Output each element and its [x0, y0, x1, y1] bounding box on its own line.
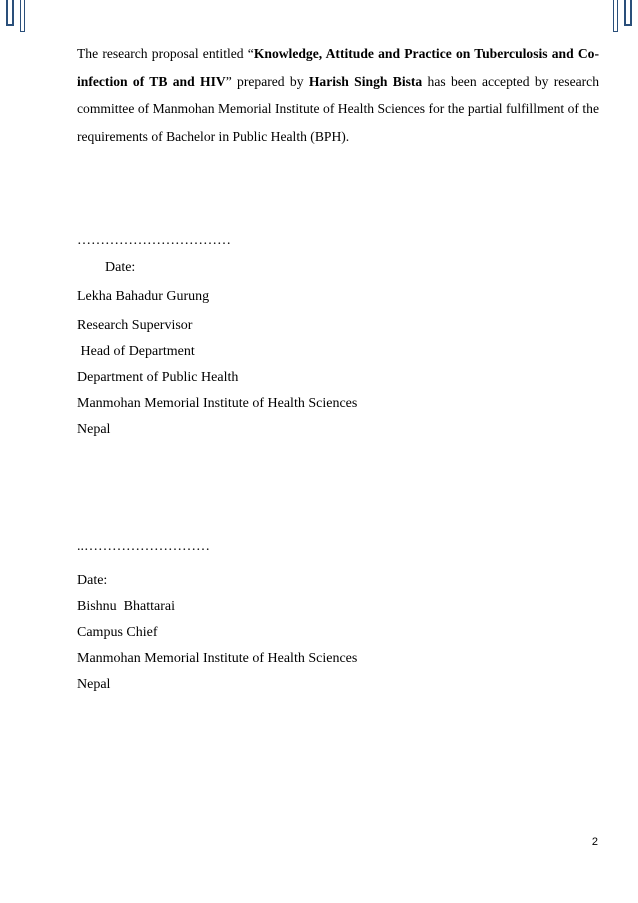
author-name: Harish Singh Bista: [308, 73, 423, 89]
signatory1-institute: Manmohan Memorial Institute of Health Sciences: [77, 396, 358, 411]
approval-text-2: ” prepared by: [225, 73, 309, 89]
signatory1-role: Research Supervisor: [77, 318, 193, 333]
approval-paragraph: [77, 40, 599, 150]
approval-text-1: The research proposal entitled “: [77, 46, 254, 61]
signatory2-date: Date:: [77, 573, 108, 588]
signature-line-2: ..………………………: [77, 539, 210, 554]
page-border-right-ornament: [624, 0, 632, 26]
signatory1-name: Lekha Bahadur Gurung: [77, 289, 210, 304]
proposal-title: Knowledge, Attitude and Practice on Tuberculosis and Co-infection of TB and HIV: [77, 46, 600, 89]
signatory1-date: Date:: [77, 260, 136, 275]
signature-line-1: ……………………………: [77, 233, 231, 248]
page-number: 2: [591, 836, 598, 848]
signatory1-country: Nepal: [77, 422, 111, 437]
signatory2-institute: Manmohan Memorial Institute of Health Sciences: [77, 651, 358, 666]
signatory2-country: Nepal: [77, 677, 111, 692]
signatory1-department: Department of Public Health: [77, 370, 239, 385]
signatory2-role: Campus Chief: [77, 625, 158, 640]
signatory1-role-2: Head of Department: [77, 344, 195, 359]
approval-text-3: has been accepted by research committee of Manmohan Memorial Institute of Health Sciences for the partial fulfillment of the requirements of Bachelor in Public Health (BPH).: [77, 73, 600, 144]
page-border-left-ornament: [6, 0, 14, 26]
signatory2-name: Bishnu Bhattarai: [77, 599, 175, 614]
